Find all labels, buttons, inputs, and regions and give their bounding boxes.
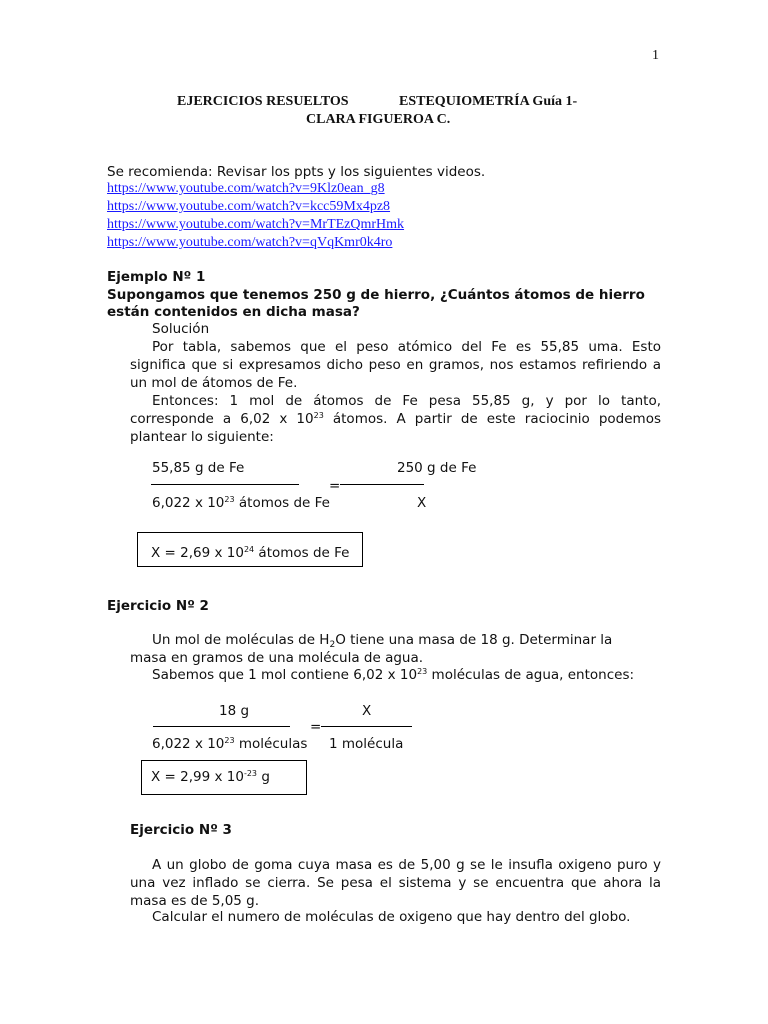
ej1-result: X = 2,69 x $10^{24}$ átomos de Fe [151, 545, 350, 561]
ej2-left-denominator: 6,022 x $10^{23}$ moléculas [152, 736, 308, 752]
ejemplo1-question-line2: están contenidos en dicha masa? [107, 304, 360, 320]
ej2-right-denominator: 1 molécula [329, 736, 404, 752]
video-link-4[interactable]: https://www.youtube.com/watch?v=qVqKmr0k4ro [107, 235, 393, 250]
video-link-1[interactable]: https://www.youtube.com/watch?v=9Klz0ean_g8 [107, 181, 385, 196]
ejemplo1-paragraph-1: Por tabla, sabemos que el peso atómico del Fe es 55,85 uma. Esto significa que si expresamos dicho peso en gramos, nos estamos refiriendo a un mol de átomos de Fe. [130, 339, 661, 391]
doc-subject: ESTEQUIOMETRÍA Guía 1- [399, 94, 578, 109]
video-link-2[interactable]: https://www.youtube.com/watch?v=kcc59Mx4pz8 [107, 199, 391, 214]
ej1-left-denominator: 6,022 x $10^{23}$ átomos de Fe [152, 495, 330, 511]
ej2-equals-sign: = [310, 719, 322, 735]
ejemplo1-paragraph-2: Entonces: 1 mol de átomos de Fe pesa 55,85 g, y por lo tanto, corresponde a 6,02 x $10^{23}$ átomos. A partir de este raciocinio podemos plantear lo siguiente: [130, 393, 661, 445]
ej1-right-denominator: X [417, 495, 427, 511]
doc-title: EJERCICIOS RESUELTOS [177, 94, 349, 109]
doc-author: CLARA FIGUEROA C. [306, 112, 451, 127]
ejercicio2-line3: Sabemos que 1 mol contiene 6,02 x $10^{23}$ moléculas de agua, entonces: [152, 667, 635, 683]
ej2-left-fraction-bar [153, 726, 290, 727]
ej1-equals-sign: = [329, 478, 341, 494]
ej2-right-numerator: X [362, 703, 372, 719]
video-link-3[interactable]: https://www.youtube.com/watch?v=MrTEzQmrHmk [107, 217, 405, 232]
intro-text: Se recomienda: Revisar los ppts y los siguientes videos. [107, 164, 486, 180]
ejercicio2-line2: masa en gramos de una molécula de agua. [130, 650, 424, 666]
ej1-left-fraction-bar [151, 484, 299, 485]
ejercicio3-paragraph-1: A un globo de goma cuya masa es de 5,00 g se le insufla oxigeno puro y una vez inflado se cierra. Se pesa el sistema y se encuentra que ahora la masa es de 5,05 g. [130, 857, 661, 909]
page-number: 1 [652, 48, 659, 63]
solucion-label: Solución [152, 321, 210, 337]
ejemplo1-heading: Ejemplo Nº 1 [107, 269, 206, 285]
ej2-right-fraction-bar [321, 726, 412, 727]
ej1-left-numerator: 55,85 g de Fe [152, 460, 245, 476]
ejercicio2-line1: Un mol de moléculas de $H_2O$ tiene una masa de 18 g. Determinar la [152, 632, 613, 650]
ej1-right-fraction-bar [340, 484, 424, 485]
ejercicio3-heading: Ejercicio Nº 3 [130, 822, 232, 838]
ej2-left-numerator: 18 g [219, 703, 250, 719]
ejemplo1-question-line1: Supongamos que tenemos 250 g de hierro, ¿Cuántos átomos de hierro [107, 287, 645, 303]
ej1-right-numerator: 250 g de Fe [397, 460, 477, 476]
ej2-result: X = 2,99 x $10^{-23}$ g [151, 769, 270, 785]
ejercicio3-paragraph-2: Calcular el numero de moléculas de oxigeno que hay dentro del globo. [152, 909, 631, 925]
ejercicio2-heading: Ejercicio Nº 2 [107, 598, 209, 614]
